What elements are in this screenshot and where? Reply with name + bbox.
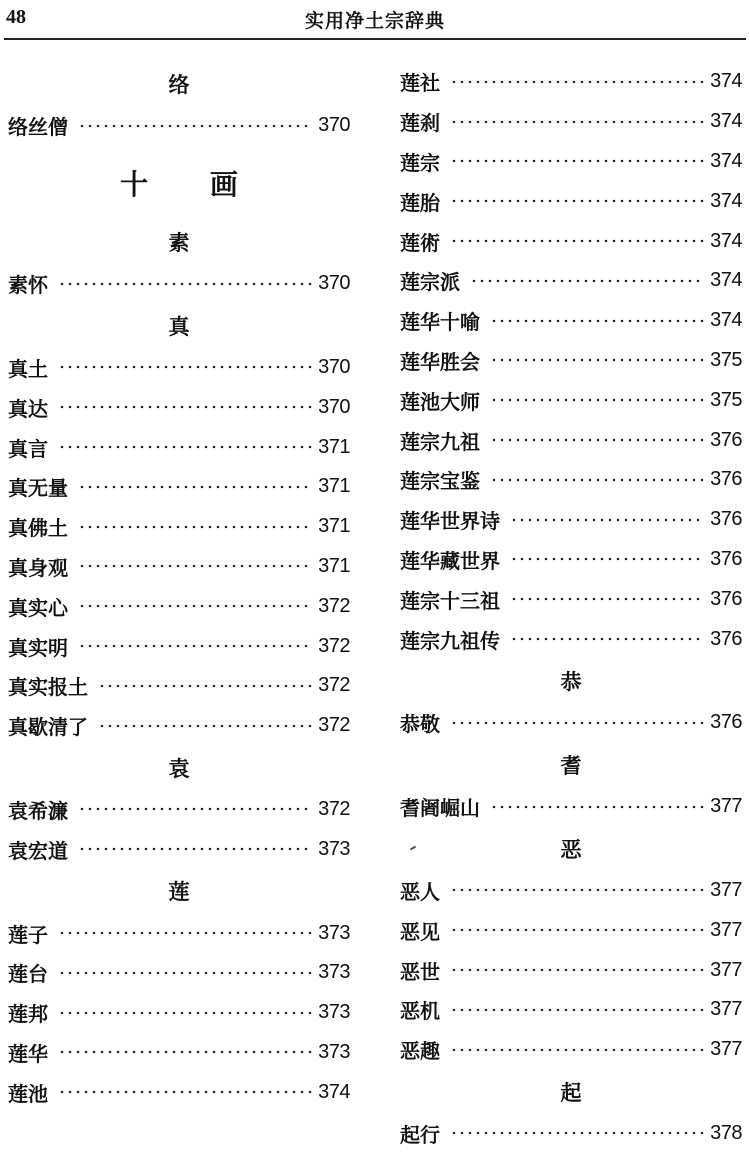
- dot-leader: [58, 969, 312, 977]
- entry-page-number: 370: [318, 272, 350, 295]
- entry-term: 莲術: [400, 230, 440, 255]
- entry-page-number: 376: [710, 627, 742, 650]
- entry-term: 莲宗: [400, 150, 440, 175]
- section-heading: [8, 746, 350, 790]
- index-entry: [400, 102, 742, 142]
- index-entry: [400, 142, 742, 182]
- dot-leader: [98, 682, 312, 690]
- dot-leader: [510, 516, 704, 524]
- dot-leader: [450, 78, 704, 86]
- page-number: 48: [6, 6, 26, 28]
- index-entry: [8, 666, 350, 706]
- index-entry: [8, 1072, 350, 1112]
- index-entry: [8, 467, 350, 507]
- index-entry: [8, 387, 350, 427]
- dot-leader: [450, 926, 704, 934]
- dot-leader: [78, 602, 312, 610]
- section-heading: [400, 659, 742, 703]
- entry-page-number: 373: [318, 1001, 350, 1024]
- section-heading: [400, 1070, 742, 1114]
- index-entry: [400, 579, 742, 619]
- entry-page-number: 370: [318, 395, 350, 418]
- entry-page-number: 370: [318, 114, 350, 137]
- dot-leader: [490, 356, 704, 364]
- dot-leader: [58, 1088, 312, 1096]
- entry-page-number: 375: [710, 348, 742, 371]
- entry-page-number: 374: [318, 1080, 350, 1103]
- index-entry: [400, 990, 742, 1030]
- section-heading: [8, 869, 350, 913]
- index-entry: [400, 1114, 742, 1153]
- dot-leader: [490, 476, 704, 484]
- entry-page-number: 376: [710, 547, 742, 570]
- entry-term: 恶趣: [400, 1039, 440, 1064]
- header-rule: [4, 38, 746, 40]
- dot-leader: [450, 118, 704, 126]
- entry-page-number: 373: [318, 961, 350, 984]
- entry-page-number: 373: [318, 837, 350, 860]
- index-column-left: [8, 62, 350, 1112]
- index-entry: [400, 540, 742, 580]
- entry-term: 真实明: [8, 635, 68, 660]
- entry-page-number: 377: [710, 795, 742, 818]
- entry-page-number: 377: [710, 958, 742, 981]
- index-entry: [8, 547, 350, 587]
- entry-term: 莲宗十三祖: [400, 588, 500, 613]
- entry-page-number: 372: [318, 634, 350, 657]
- entry-page-number: 374: [710, 149, 742, 172]
- entry-term: 素怀: [8, 273, 48, 298]
- entry-term: 莲邦: [8, 1002, 48, 1027]
- entry-term: 莲华世界诗: [400, 509, 500, 534]
- entry-term: 真身观: [8, 555, 68, 580]
- dot-leader: [450, 237, 704, 245]
- dot-leader: [58, 280, 312, 288]
- index-entry: [400, 380, 742, 420]
- dot-leader: [78, 845, 312, 853]
- dot-leader: [490, 396, 704, 404]
- section-character: 恭: [560, 668, 582, 694]
- entry-term: 莲宗九祖: [400, 429, 480, 454]
- entry-page-number: 371: [318, 515, 350, 538]
- index-entry: [400, 787, 742, 827]
- index-entry: [8, 1033, 350, 1073]
- entry-term: 莲宗九祖传: [400, 628, 500, 653]
- entry-term: 莲池大师: [400, 389, 480, 414]
- section-character: 真: [168, 313, 190, 339]
- entry-term: 莲胎: [400, 190, 440, 215]
- entry-page-number: 377: [710, 918, 742, 941]
- entry-term: 莲社: [400, 71, 440, 96]
- entry-term: 莲子: [8, 922, 48, 947]
- entry-page-number: 373: [318, 1040, 350, 1063]
- dot-leader: [58, 403, 312, 411]
- entry-term: 真土: [8, 356, 48, 381]
- dot-leader: [78, 122, 312, 130]
- dot-leader: [470, 277, 704, 285]
- entry-term: 恶人: [400, 879, 440, 904]
- index-entry: [400, 221, 742, 261]
- entry-term: 真佛土: [8, 516, 68, 541]
- entry-term: 莲华胜会: [400, 349, 480, 374]
- dot-leader: [450, 1006, 704, 1014]
- index-entry: [8, 993, 350, 1033]
- entry-page-number: 377: [710, 998, 742, 1021]
- entry-page-number: 374: [710, 70, 742, 93]
- index-entry: [8, 790, 350, 830]
- entry-term: 耆阇崛山: [400, 796, 480, 821]
- section-character: 莲: [168, 879, 190, 905]
- entry-term: 真歇清了: [8, 715, 88, 740]
- dot-leader: [58, 1009, 312, 1017]
- entry-page-number: 371: [318, 554, 350, 577]
- section-heading: [8, 220, 350, 264]
- dot-leader: [78, 562, 312, 570]
- index-entry: [8, 913, 350, 953]
- entry-page-number: 377: [710, 878, 742, 901]
- entry-page-number: 372: [318, 674, 350, 697]
- index-entry: [400, 420, 742, 460]
- entry-page-number: 371: [318, 475, 350, 498]
- entry-page-number: 376: [710, 508, 742, 531]
- dot-leader: [98, 722, 312, 730]
- entry-page-number: 373: [318, 921, 350, 944]
- entry-term: 真言: [8, 436, 48, 461]
- dot-leader: [450, 966, 704, 974]
- section-character: 袁: [168, 755, 190, 781]
- entry-page-number: 376: [710, 587, 742, 610]
- index-entry: [8, 829, 350, 869]
- entry-term: 恶机: [400, 999, 440, 1024]
- dot-leader: [450, 719, 704, 727]
- print-speck: [410, 845, 416, 850]
- entry-page-number: 374: [710, 269, 742, 292]
- dot-leader: [450, 1129, 704, 1137]
- index-entry: [400, 950, 742, 990]
- entry-page-number: 376: [710, 711, 742, 734]
- dot-leader: [490, 803, 704, 811]
- dot-leader: [490, 317, 704, 325]
- entry-term: 真实心: [8, 595, 68, 620]
- index-entry: [8, 626, 350, 666]
- index-entry: [400, 910, 742, 950]
- entry-term: 莲宗宝鉴: [400, 469, 480, 494]
- dot-leader: [78, 805, 312, 813]
- index-entry: [400, 62, 742, 102]
- entry-term: 恶见: [400, 919, 440, 944]
- dot-leader: [450, 886, 704, 894]
- entry-term: 袁宏道: [8, 838, 68, 863]
- index-entry: [400, 181, 742, 221]
- entry-page-number: 374: [710, 309, 742, 332]
- index-entry: [8, 348, 350, 388]
- dot-leader: [510, 555, 704, 563]
- section-heading: [400, 827, 742, 871]
- dot-leader: [450, 157, 704, 165]
- index-entry: [8, 427, 350, 467]
- dot-leader: [490, 436, 704, 444]
- dot-leader: [450, 1046, 704, 1054]
- entry-term: 络丝僧: [8, 115, 68, 140]
- entry-page-number: 370: [318, 355, 350, 378]
- section-character: 起: [560, 1079, 582, 1105]
- index-entry: [400, 341, 742, 381]
- section-character: 恶: [560, 836, 582, 862]
- index-entry: [8, 264, 350, 304]
- dot-leader: [58, 443, 312, 451]
- entry-term: 莲池: [8, 1081, 48, 1106]
- entry-term: 莲刹: [400, 111, 440, 136]
- index-entry: [400, 460, 742, 500]
- entry-page-number: 375: [710, 388, 742, 411]
- entry-term: 恭敬: [400, 712, 440, 737]
- index-entry: [400, 619, 742, 659]
- entry-page-number: 372: [318, 714, 350, 737]
- entry-page-number: 374: [710, 229, 742, 252]
- section-character: 络: [168, 72, 190, 97]
- index-entry: [400, 703, 742, 743]
- page-header: [0, 0, 750, 42]
- entry-term: 莲华十喻: [400, 310, 480, 335]
- dot-leader: [450, 197, 704, 205]
- section-heading: [8, 62, 350, 106]
- running-title: 实用净土宗辞典: [304, 10, 445, 32]
- index-entry: [400, 1030, 742, 1070]
- index-entry: [8, 953, 350, 993]
- dot-leader: [58, 929, 312, 937]
- dot-leader: [58, 363, 312, 371]
- entry-term: 莲台: [8, 962, 48, 987]
- index-entry: [8, 106, 350, 146]
- dot-leader: [78, 642, 312, 650]
- dot-leader: [510, 595, 704, 603]
- stroke-count-heading: 十 画: [120, 167, 264, 201]
- entry-term: 起行: [400, 1122, 440, 1147]
- index-entry: [8, 706, 350, 746]
- entry-term: 袁希濂: [8, 798, 68, 823]
- entry-page-number: 376: [710, 428, 742, 451]
- section-heading: [8, 304, 350, 348]
- section-heading: [400, 743, 742, 787]
- dot-leader: [58, 1048, 312, 1056]
- dot-leader: [78, 483, 312, 491]
- entry-term: 莲宗派: [400, 270, 460, 295]
- entry-term: 莲华: [8, 1041, 48, 1066]
- section-character: 耆: [560, 752, 582, 778]
- index-entry: [8, 507, 350, 547]
- entry-page-number: 378: [710, 1121, 742, 1144]
- entry-term: 恶世: [400, 959, 440, 984]
- index-entry: [400, 301, 742, 341]
- entry-page-number: 372: [318, 797, 350, 820]
- index-entry: [400, 871, 742, 911]
- index-column-right: [400, 62, 742, 1153]
- entry-page-number: 374: [710, 189, 742, 212]
- entry-term: 真达: [8, 396, 48, 421]
- index-entry: [400, 261, 742, 301]
- entry-page-number: 377: [710, 1038, 742, 1061]
- entry-page-number: 371: [318, 435, 350, 458]
- entry-page-number: 374: [710, 110, 742, 133]
- index-entry: [400, 500, 742, 540]
- section-character: 素: [168, 229, 190, 255]
- dot-leader: [78, 523, 312, 531]
- index-entry: [8, 586, 350, 626]
- entry-term: 莲华藏世界: [400, 548, 500, 573]
- entry-term: 真无量: [8, 476, 68, 501]
- entry-term: 真实报土: [8, 675, 88, 700]
- dot-leader: [510, 635, 704, 643]
- entry-page-number: 376: [710, 468, 742, 491]
- entry-page-number: 372: [318, 594, 350, 617]
